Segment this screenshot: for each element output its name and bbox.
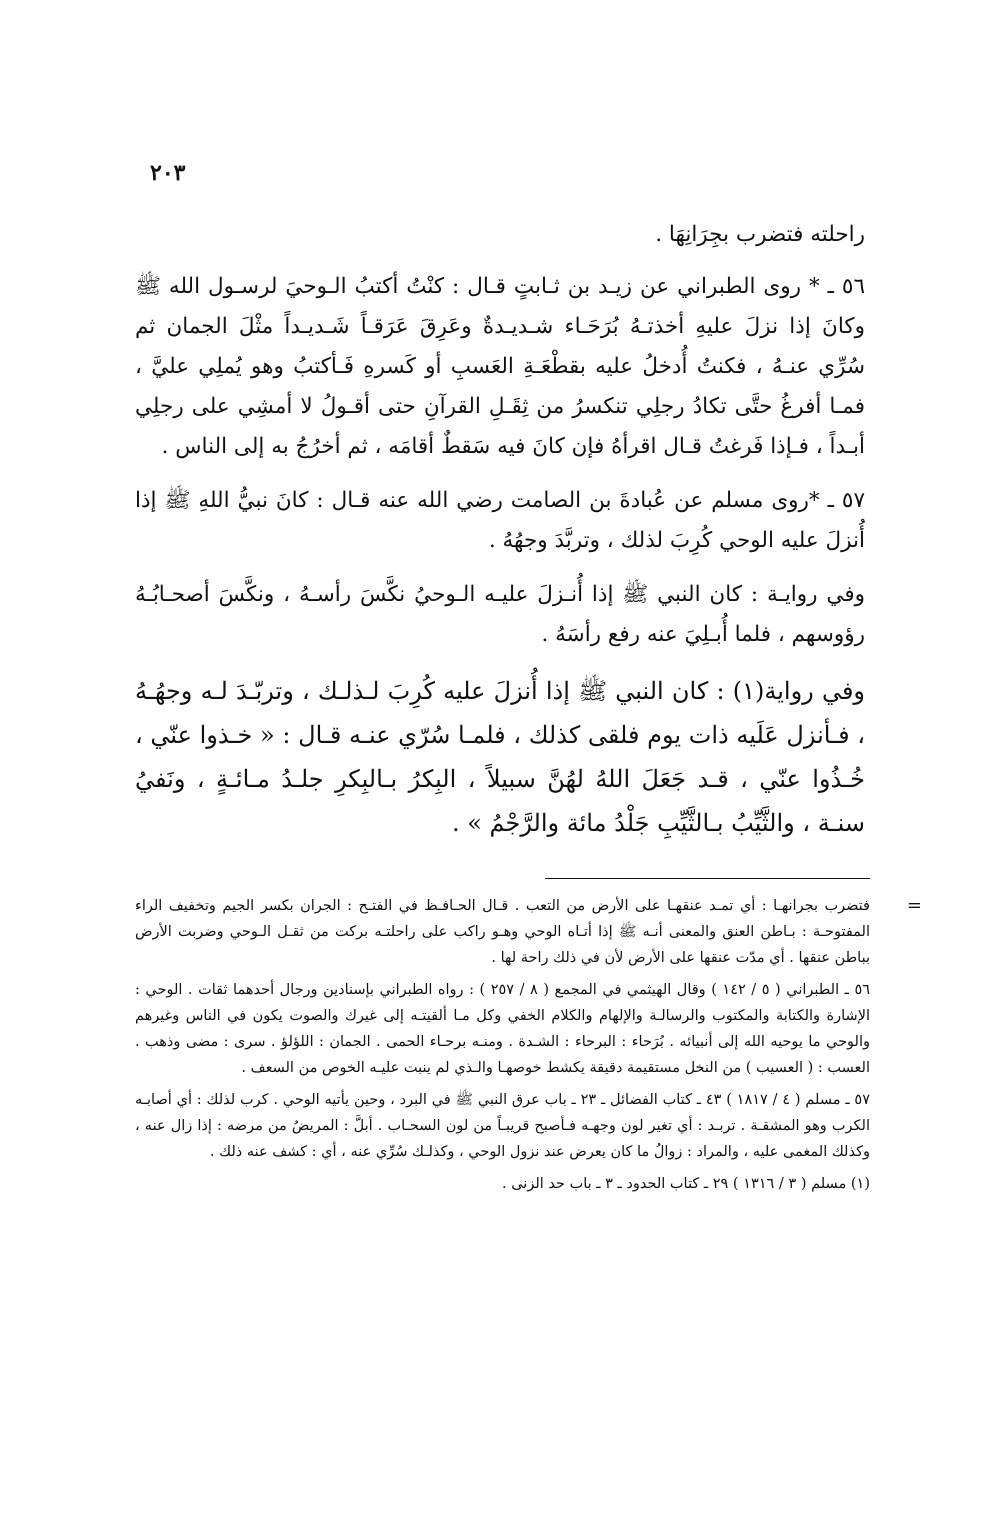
footnote-57: ٥٧ ـ مسلم ( ٤ / ١٨١٧ ) ٤٣ ـ كتاب الفضائل ـ ٢٣ ـ باب عرق النبي ﷺ في البرد ، وحين يأتيه الوحي . كرب لذلك : أي أصابـه الكرب وهو المشقـة . تربـد : أي تغير لون وجهـه فـأصبح قريبـاً من لون السحـاب . أبلَّ : المريضُ من مرضه : إذا زال عنه ، وكذلك المغمى عليه ، والمراد : زوالُ ما كان يعرض عند نزول الوحي ، وكذلـك سُرِّي عنه ، أي : كشف عنه ذلك . — [135, 1092, 870, 1160]
footnotes — [135, 893, 922, 1203]
paragraph-hadith-56: ٥٦ ـ * روى الطبراني عن زيـد بن ثـابتٍ قـال : كنْتُ أكتبُ الـوحيَ لرسـول الله ﷺ وكانَ إذا نزلَ عليهِ أخذتـهُ بُرَحَـاء شـديـدةٌ وعَرِقَ عَرَقـاً شَـديـداً مثْلَ الجمان ثم سُرِّي عنـهُ ، فكنتُ أُدخلُ عليه بقطْعَـةِ العَسبِ أو كَسرهِ فَـأكتبُ وهو يُملِي عليَّ ، فمـا أفرغُ حتَّى تكادُ رجلِي تنكسرُ من ثِقَـلِ القرآنِ حتى أقـولُ لا أمشِي على رجلِي أبـداً ، فـإذا فَرغتُ قـال اقرأهُ فإن كانَ فيه سَقطٌ أقامَه ، ثم أخرُجُ به إلى الناس . — [135, 274, 865, 459]
paragraph-hadith-57: ٥٧ ـ *روى مسلم عن عُبادةَ بن الصامت رضي الله عنه قـال : كانَ نبيُّ اللهِ ﷺ إذا أُنزلَ عليه الوحي كُرِبَ لذلك ، وتربَّدَ وجهُهُ . — [135, 488, 865, 553]
paragraph-riwaya-1: وفي روايـة : كان النبي ﷺ إذا أُنـزلَ عليـه الـوحيُ نكَّسَ رأسـهُ ، ونكَّسَ أصحـابُـهُ رؤوسهم ، فلما أُبـلِيَ عنه رفع رأسَهُ . — [135, 582, 865, 647]
paragraph-riwaya-2: وفي رواية(١) : كان النبي ﷺ إذا أُنزلَ عليه كُرِبَ لـذلـك ، وتربّـدَ لـه وجهُـهُ ، فـأنزل عَلَيه ذات يوم فلقى كذلك ، فلمـا سُرّي عنـه قـال : « خـذوا عنّي ، خُـذُوا عنّي ، قـد جَعَلَ اللهُ لهُنَّ سبيلاً ، البِكرُ بـالبِكرِ جلـدُ مـائـةٍ ، ونَفيُ سنـة ، والثَّيِّبُ بـالثَّيِّبِ جَلْدُ مائة والرَّجْمُ » . — [135, 677, 866, 837]
main-text — [135, 215, 865, 859]
footnote-1: (١) مسلم ( ٣ / ١٣١٦ ) ٢٩ ـ كتاب الحدود ـ ٣ ـ باب حد الزنى . — [501, 1176, 870, 1192]
footnote-continuation-text: فتضرب بجرانهـا : أي تمـد عنقهـا على الأرض من التعب . قـال الحـافـظ في الفتـح : الجران بكسر الجيم وتخفيف الراء المفتوحـة : بـاطن العنق والمعنى أنـه ﷺ إذا أتـاه الوحي وهـو راكب على راحلتـه بركت من ثقـل الـوحي وضربت الأرض بباطن عنقها . أي مدّت عنقها على الأرض لأن في ذلك راحة لها . — [135, 898, 870, 966]
footnote-continuation — [135, 893, 922, 971]
paragraph-continuation: راحلته فتضرب بجِرَانِهَا . — [655, 222, 865, 247]
continuation-mark: = — [906, 895, 922, 916]
page-number: ٢٠٣ — [150, 160, 186, 186]
footnote-divider — [545, 878, 870, 879]
footnote-56: ٥٦ ـ الطبراني ( ٥ / ١٤٢ ) وقال الهيثمي في المجمع ( ٨ / ٢٥٧ ) : رواه الطبراني بإسنادين ورجال أحدهما ثقات . الوحي : الإشارة والكتابة والمكتوب والرسالـة والإلهام والكلام الخفي وكل مـا ألقيتـه إلى غيرك والصوت يكون في الناس وغيرهم والوحي ما يوحيه الله إلى أنبيائه . بُرَحاء : البرحاء : الشـدة . ومنـه برحـاء الحمى . الجمان : اللؤلؤ . سرى : مضى وذهب . العسب : ( العسيب ) من النخل مستقيمة دقيقة يكشط خوصهـا والـذي لم ينبت عليـه الخوص من السعف . — [135, 982, 871, 1076]
